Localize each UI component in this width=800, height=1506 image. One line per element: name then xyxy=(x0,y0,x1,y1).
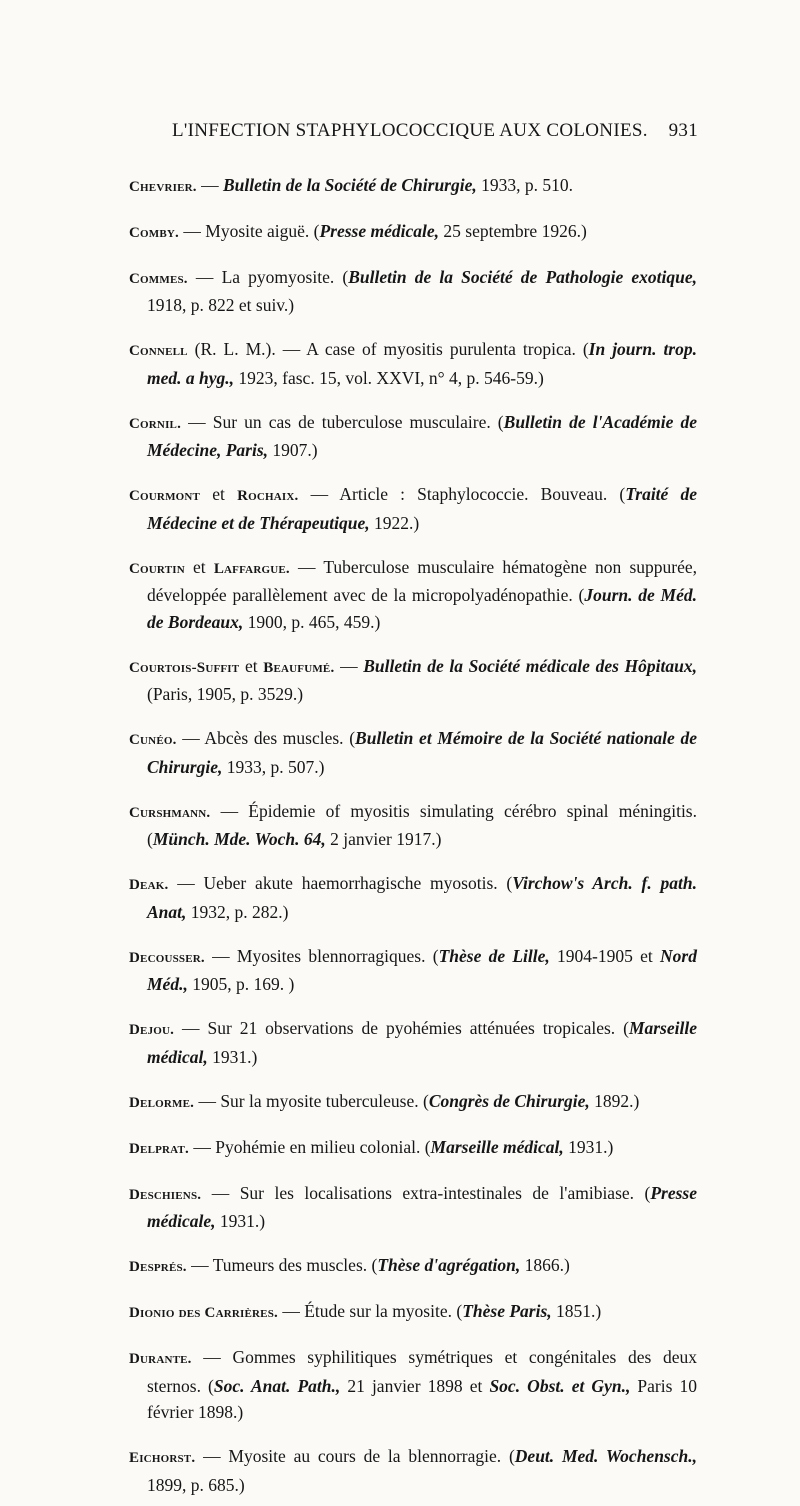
entry-text: — Ueber akute haemorrhagische myosotis. ( xyxy=(168,873,513,893)
bibliography-entry xyxy=(129,264,697,319)
italic-title: Marseille médical, xyxy=(430,1136,564,1157)
italic-title: Thèse Paris, xyxy=(462,1301,552,1321)
italic-title: Presse médicale, xyxy=(147,1182,697,1231)
entry-text: 1851.) xyxy=(551,1301,602,1321)
entry-text: et xyxy=(200,484,238,504)
author-name: Cunéo. xyxy=(129,732,177,748)
italic-title: Bulletin de la Société de Chirurgie, xyxy=(222,174,477,195)
entry-text: 1931.) xyxy=(215,1211,266,1231)
header-title: L'INFECTION STAPHYLOCOCCIQUE AUX COLONIES. xyxy=(172,120,648,141)
author-name: Dejou. xyxy=(129,1022,175,1038)
bibliography-entry xyxy=(129,481,697,536)
entry-text: 1933, p. 510. xyxy=(476,174,573,195)
italic-title: In journ. trop. med. a hyg., xyxy=(147,339,697,388)
author-name: Delorme. xyxy=(129,1094,195,1111)
entry-text: 21 janvier 1898 et xyxy=(340,1375,490,1396)
entry-text: 1899, p. 685.) xyxy=(147,1474,245,1495)
entry-text: Paris 10 février 1898.) xyxy=(147,1375,698,1422)
entry-text: 1931.) xyxy=(563,1136,614,1157)
entry-text: — Sur la myosite tuberculeuse. ( xyxy=(194,1090,429,1111)
bibliography-entry xyxy=(129,943,697,998)
entry-text: 1904-1905 et xyxy=(549,945,661,966)
italic-title: Soc. Obst. et Gyn., xyxy=(489,1375,631,1396)
bibliography-entry xyxy=(129,1252,697,1281)
page-number: 931 xyxy=(668,120,698,141)
bibliography-entry xyxy=(129,870,697,925)
entry-text: et xyxy=(239,655,264,676)
entry-text: et xyxy=(184,556,214,577)
italic-title: Bulletin et Mémoire de la Société nationale de Chirurgie, xyxy=(147,728,697,777)
author-name: Deak. xyxy=(129,877,169,893)
italic-title: Thèse de Lille, xyxy=(438,945,550,966)
entry-text: (Paris, 1905, p. 3529.) xyxy=(147,684,304,704)
entry-text: 2 janvier 1917.) xyxy=(325,829,442,849)
entry-text: — Pyohémie en milieu colonial. ( xyxy=(188,1136,431,1157)
entry-text: — xyxy=(196,174,223,195)
entry-text: 1892.) xyxy=(589,1090,640,1111)
italic-title: Congrès de Chirurgie, xyxy=(428,1090,590,1111)
running-header xyxy=(128,120,698,146)
entry-text: 1931.) xyxy=(207,1046,258,1067)
bibliography-entry xyxy=(129,1015,697,1070)
author-name: Courmont xyxy=(129,488,201,504)
entry-text: 1918, p. 822 et suiv.) xyxy=(147,295,295,315)
entry-text: — Myosites blennorragiques. ( xyxy=(204,945,439,966)
italic-title: Bulletin de l'Académie de Médecine, Paris, xyxy=(147,411,697,460)
italic-title: Presse médicale, xyxy=(319,220,440,241)
entry-text: 1905, p. 169. ) xyxy=(187,974,295,994)
italic-title: Marseille médical, xyxy=(147,1018,697,1067)
author-name: Connell xyxy=(129,343,188,359)
entry-text: 1932, p. 282.) xyxy=(186,901,289,922)
bibliography-entry xyxy=(129,1134,697,1163)
author-name: Després. xyxy=(129,1259,187,1275)
entry-text: — Tumeurs des muscles. ( xyxy=(186,1255,378,1275)
entry-text: — xyxy=(334,655,364,676)
bibliography-entry xyxy=(129,1180,697,1235)
entry-text: — La pyomyosite. ( xyxy=(187,266,349,287)
bibliography-entry xyxy=(129,172,697,201)
entry-text: 1907.) xyxy=(268,440,318,460)
entry-text: — Abcès des muscles. ( xyxy=(176,728,356,748)
italic-title: Virchow's Arch. f. path. Anat, xyxy=(147,873,697,922)
author-name: Courtin xyxy=(129,560,185,577)
entry-text: 1900, p. 465, 459.) xyxy=(243,611,381,632)
bibliography-entry xyxy=(129,218,697,247)
entry-text: (R. L. M.). — A case of myositis purulenta tropica. ( xyxy=(187,339,589,359)
bibliography-entry xyxy=(129,1088,697,1117)
entry-text: — Myosite aiguë. ( xyxy=(179,220,320,241)
entry-text: — Tuberculose musculaire hématogène non suppurée, développée parallèlement avec de la micropolyadénopathie. ( xyxy=(147,556,697,605)
bibliography-entry xyxy=(129,554,697,636)
author-name: Commes. xyxy=(129,270,188,287)
bibliography-entry xyxy=(129,798,697,853)
entry-text: — Épidemie of myositis simulating cérébro spinal méningitis. ( xyxy=(147,800,697,849)
author-name: Comby. xyxy=(129,224,180,241)
bibliography-entry xyxy=(129,653,697,708)
italic-title: Bulletin de la Société de Pathologie exotique, xyxy=(348,266,698,287)
italic-title: Bulletin de la Société médicale des Hôpitaux, xyxy=(363,655,697,676)
entry-text: — Sur 21 observations de pyohémies atténuées tropicales. ( xyxy=(174,1018,629,1038)
bibliography-entry xyxy=(129,1344,697,1426)
bibliography-entry xyxy=(129,1298,697,1327)
entry-text: — Myosite au cours de la blennorragie. ( xyxy=(195,1446,515,1466)
italic-title: Thèse d'agrégation, xyxy=(377,1255,521,1275)
author-name: Laffargue. xyxy=(213,560,290,577)
author-name: Eichorst. xyxy=(129,1450,196,1466)
author-name: Decousser. xyxy=(129,949,205,966)
entry-text: — Sur un cas de tuberculose musculaire. ( xyxy=(181,411,504,432)
author-name: Deschiens. xyxy=(129,1186,202,1203)
author-name: Courtois-Suffit xyxy=(129,659,240,676)
entry-text: — Étude sur la myosite. ( xyxy=(277,1301,463,1321)
italic-title: Journ. de Méd. de Bordeaux, xyxy=(147,585,697,632)
author-name: Durante. xyxy=(129,1351,192,1367)
bibliography-list xyxy=(129,154,697,1506)
bibliography-entry xyxy=(129,725,697,780)
italic-title: Soc. Anat. Path., xyxy=(213,1375,341,1396)
author-name: Delprat. xyxy=(129,1140,189,1157)
italic-title: Nord Méd., xyxy=(147,945,697,994)
entry-text: — Article : Staphylococcie. Bouveau. ( xyxy=(298,484,626,504)
italic-title: Traité de Médecine et de Thérapeutique, xyxy=(147,484,697,533)
entry-text: 1933, p. 507.) xyxy=(222,756,325,777)
author-name: Beaufumé. xyxy=(263,659,335,676)
italic-title: Münch. Mde. Woch. 64, xyxy=(152,829,326,849)
author-name: Rochaix. xyxy=(237,488,299,504)
entry-text: 1922.) xyxy=(369,512,420,533)
bibliography-entry xyxy=(129,409,697,464)
entry-text: 1866.) xyxy=(520,1255,570,1275)
author-name: Dionio des Carrières. xyxy=(129,1305,278,1321)
italic-title: Deut. Med. Wochensch., xyxy=(514,1446,697,1466)
entry-text: — Gommes syphilitiques symétriques et congénitales des deux sternos. ( xyxy=(147,1347,697,1396)
author-name: Chevrier. xyxy=(129,178,197,195)
entry-text: 25 septembre 1926.) xyxy=(439,220,587,241)
entry-text: — Sur les localisations extra-intestinales de l'amibiase. ( xyxy=(201,1182,651,1203)
bibliography-entry xyxy=(129,1443,697,1498)
bibliography-entry xyxy=(129,336,697,391)
author-name: Curshmann. xyxy=(129,804,211,821)
author-name: Cornil. xyxy=(129,415,182,432)
entry-text: 1923, fasc. 15, vol. XXVI, n° 4, p. 546-59.) xyxy=(234,367,544,388)
